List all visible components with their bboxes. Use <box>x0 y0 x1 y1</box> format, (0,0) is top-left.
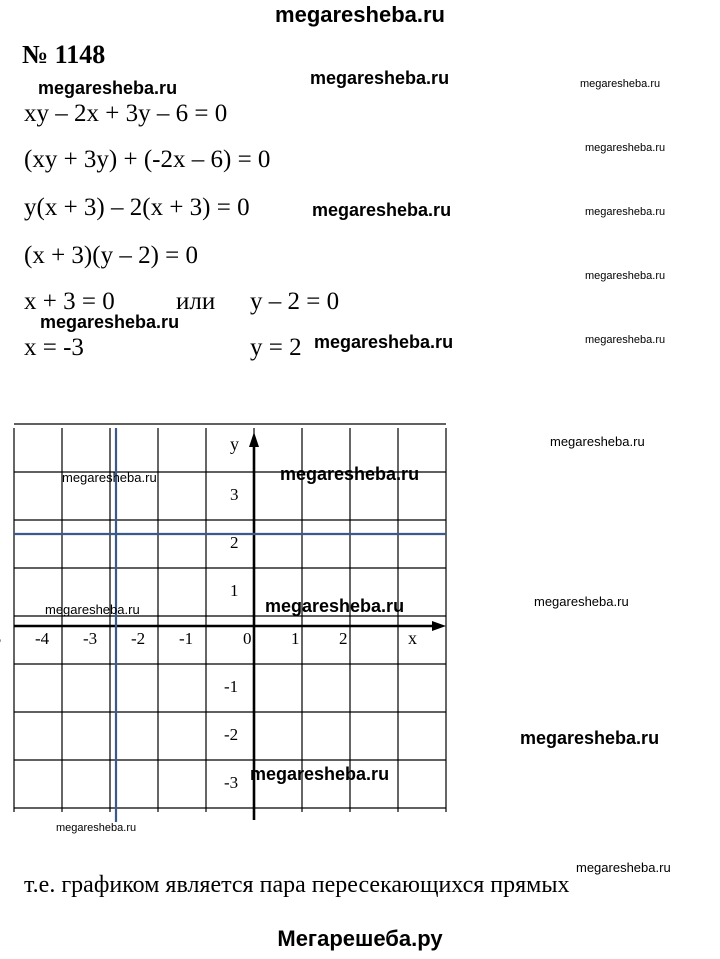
watermark: megaresheba.ru <box>585 270 666 282</box>
watermark: megaresheba.ru <box>520 728 660 748</box>
site-header: megaresheba.ru <box>275 2 445 27</box>
watermark: megaresheba.ru <box>265 596 405 616</box>
solution-line-2: (xy + 3y) + (-2x – 6) = 0 <box>24 146 271 173</box>
y-tick-label: 2 <box>230 533 239 552</box>
solution-line-5-right: y – 2 = 0 <box>250 288 340 315</box>
task-number: № 1148 <box>22 40 106 69</box>
watermark: megaresheba.ru <box>576 860 671 875</box>
x-axis-arrow <box>432 621 446 631</box>
y-axis-label: y <box>230 434 239 454</box>
watermark: megaresheba.ru <box>280 464 420 484</box>
solution-line-5-or: или <box>176 288 216 315</box>
watermark: megaresheba.ru <box>56 822 137 834</box>
solution-line-4: (x + 3)(y – 2) = 0 <box>24 242 198 269</box>
watermark: megaresheba.ru <box>580 78 661 90</box>
y-axis-arrow <box>249 432 259 447</box>
x-tick-label: -3 <box>83 629 98 648</box>
conclusion-text: т.е. графиком является пара пересекающихся прямых <box>24 872 570 898</box>
solution-line-6-right: y = 2 <box>250 334 302 361</box>
x-tick-label: 2 <box>339 629 348 648</box>
x-tick-label: -4 <box>35 629 50 648</box>
watermark: megaresheba.ru <box>585 142 666 154</box>
watermark: megaresheba.ru <box>45 602 140 617</box>
watermark: megaresheba.ru <box>312 200 452 220</box>
y-tick-label: 1 <box>230 581 239 600</box>
watermark: megaresheba.ru <box>534 594 629 609</box>
watermark: megaresheba.ru <box>585 206 666 218</box>
watermark: megaresheba.ru <box>62 470 157 485</box>
watermark: megaresheba.ru <box>310 68 450 88</box>
watermark: megaresheba.ru <box>40 312 180 332</box>
x-tick-label: 1 <box>291 629 300 648</box>
solution-line-1: xy – 2x + 3y – 6 = 0 <box>24 100 228 127</box>
y-tick-label: -1 <box>224 677 239 696</box>
y-tick-label: 3 <box>230 485 239 504</box>
site-footer: Мегарешеба.ру <box>277 926 443 951</box>
watermark: megaresheba.ru <box>250 764 390 784</box>
watermark: megaresheba.ru <box>314 332 454 352</box>
y-tick-label: -3 <box>224 773 239 792</box>
x-tick-label <box>0 629 1 648</box>
y-tick-label: -2 <box>224 725 239 744</box>
x-tick-label: 0 <box>243 629 252 648</box>
solution-line-5-left: x + 3 = 0 <box>24 288 115 315</box>
x-tick-label: -1 <box>179 629 194 648</box>
solution-line-6-left: x = -3 <box>24 334 84 361</box>
watermark: megaresheba.ru <box>38 78 178 98</box>
x-tick-label: -2 <box>131 629 146 648</box>
watermark: megaresheba.ru <box>585 334 666 346</box>
x-axis-label: x <box>408 628 417 648</box>
solution-line-3: y(x + 3) – 2(x + 3) = 0 <box>24 194 250 221</box>
watermark: megaresheba.ru <box>550 434 645 449</box>
